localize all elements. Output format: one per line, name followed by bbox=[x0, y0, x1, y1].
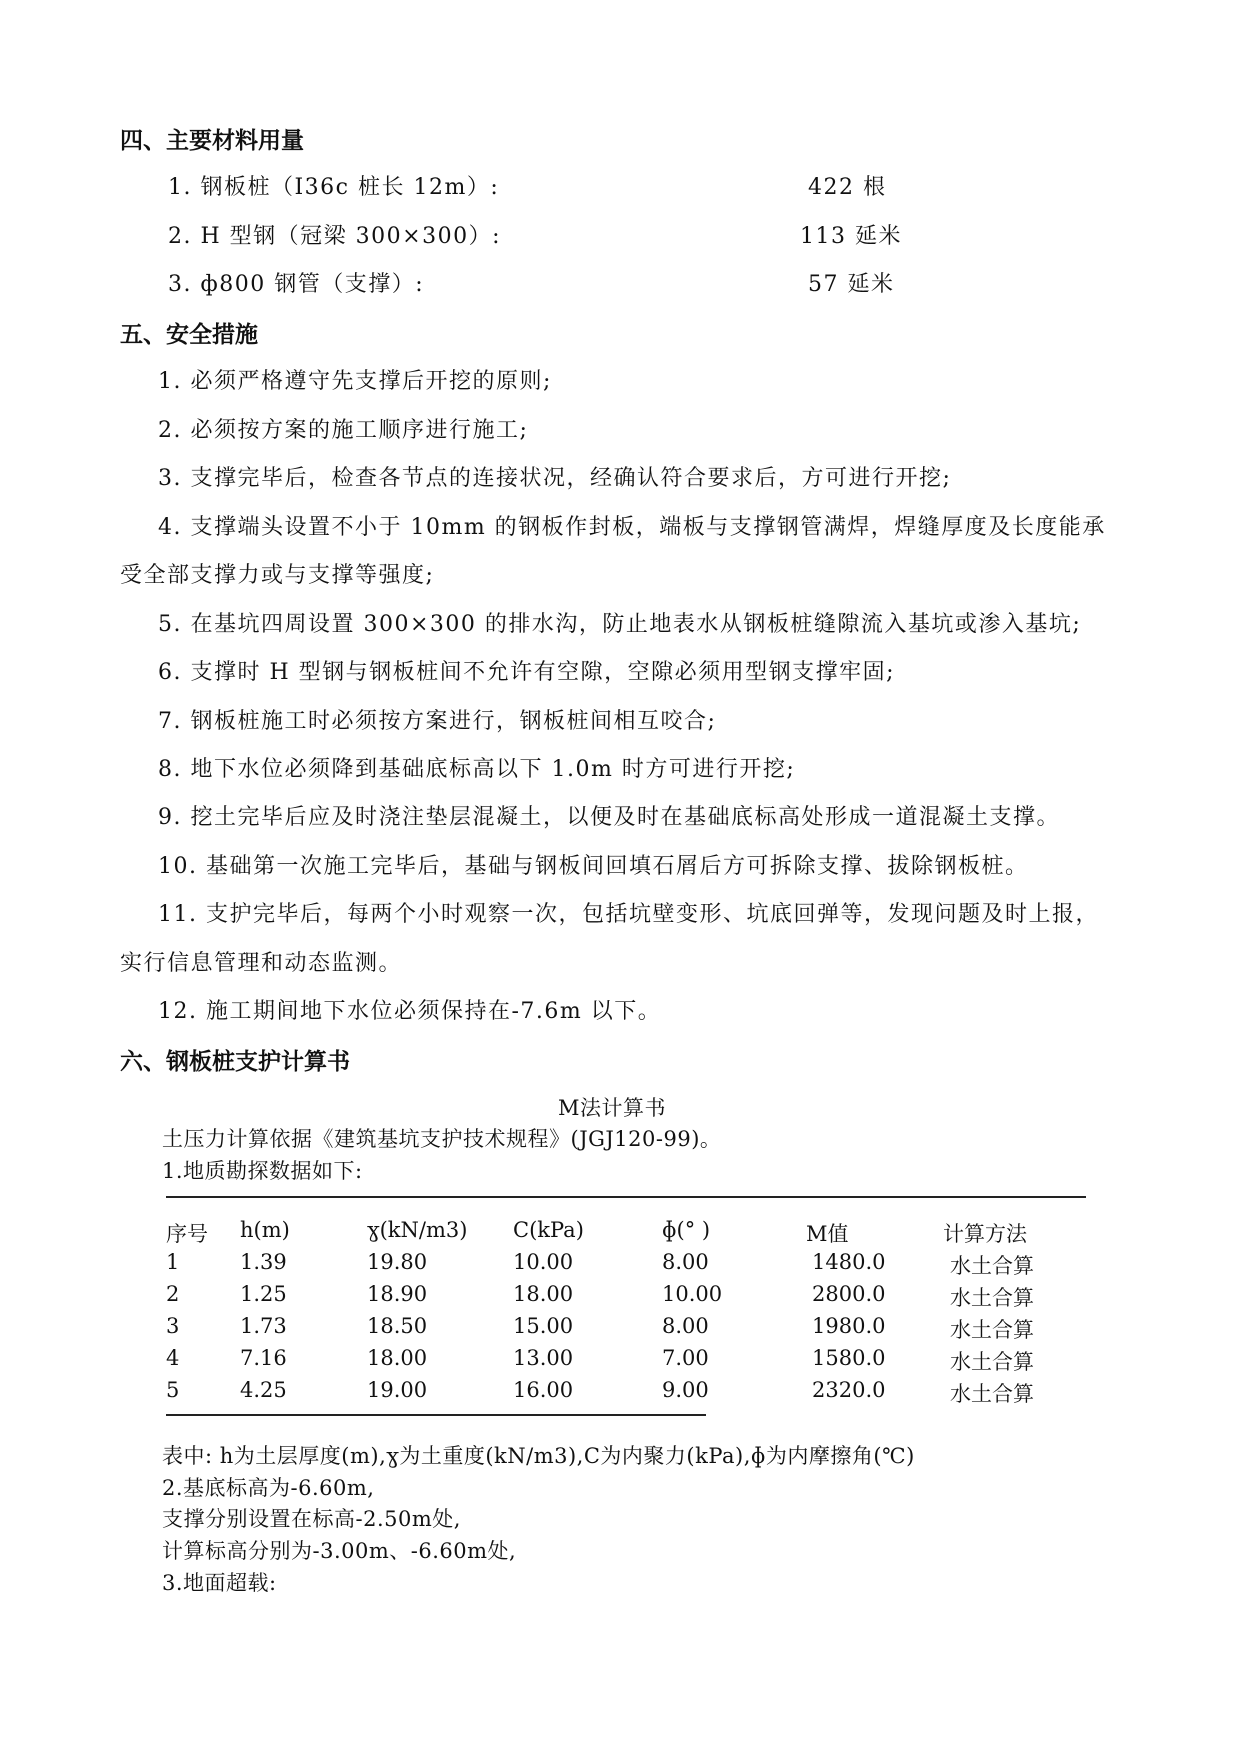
paragraph-line: 4. 支撑端头设置不小于 10mm 的钢板作封板，端板与支撑钢管满焊，焊缝厚度及长度能承 bbox=[158, 515, 1106, 540]
table-top-rule bbox=[166, 1196, 1086, 1198]
section-heading: 五、安全措施 bbox=[120, 322, 258, 348]
table-bottom-rule bbox=[166, 1414, 706, 1416]
table-cell: 7.00 bbox=[662, 1346, 709, 1370]
table-cell: 18.00 bbox=[513, 1282, 574, 1306]
paragraph-line: 1. 必须严格遵守先支撑后开挖的原则; bbox=[158, 369, 552, 394]
table-cell: 4.25 bbox=[240, 1378, 287, 1402]
table-cell: 1980.0 bbox=[812, 1314, 886, 1338]
material-qty: 422 根 bbox=[808, 175, 887, 200]
table-cell: 7.16 bbox=[240, 1346, 287, 1370]
col-header: ɸ(° ) bbox=[662, 1218, 711, 1242]
calc-elevation: 计算标高分别为-3.00m、-6.60m处, bbox=[162, 1539, 517, 1563]
table-cell: 10.00 bbox=[662, 1282, 723, 1306]
table-cell: 水土合算 bbox=[950, 1350, 1034, 1374]
table-cell: 1480.0 bbox=[812, 1250, 886, 1274]
table-cell: 19.80 bbox=[367, 1250, 428, 1274]
paragraph-line: 2. 必须按方案的施工顺序进行施工; bbox=[158, 418, 529, 443]
table-cell: 3 bbox=[166, 1314, 180, 1338]
table-cell: 1580.0 bbox=[812, 1346, 886, 1370]
table-cell: 18.90 bbox=[367, 1282, 428, 1306]
table-cell: 1.25 bbox=[240, 1282, 287, 1306]
paragraph-line: 11. 支护完毕后，每两个小时观察一次，包括坑壁变形、坑底回弹等，发现问题及时上报， bbox=[158, 902, 1099, 927]
calc-title: M法计算书 bbox=[558, 1096, 667, 1120]
material-qty: 57 延米 bbox=[808, 272, 895, 297]
base-elevation: 2.基底标高为-6.60m, bbox=[162, 1476, 375, 1500]
col-header: M值 bbox=[806, 1222, 849, 1246]
table-cell: 2 bbox=[166, 1282, 180, 1306]
table-cell: 2320.0 bbox=[812, 1378, 886, 1402]
material-name: 3. ф800 钢管（支撑）: bbox=[168, 272, 425, 297]
paragraph-line: 实行信息管理和动态监测。 bbox=[120, 951, 403, 976]
paragraph-line: 10. 基础第一次施工完毕后，基础与钢板间回填石屑后方可拆除支撑、拔除钢板桩。 bbox=[158, 854, 1029, 879]
col-header: ɣ(kN/m3) bbox=[367, 1218, 468, 1242]
table-row bbox=[0, 1346, 1241, 1376]
paragraph-line: 7. 钢板桩施工时必须按方案进行，钢板桩间相互咬合; bbox=[158, 709, 717, 734]
calc-basis: 土压力计算依据《建筑基坑支护技术规程》(JGJ120-99)。 bbox=[162, 1127, 722, 1151]
table-cell: 水土合算 bbox=[950, 1318, 1034, 1342]
table-cell: 水土合算 bbox=[950, 1286, 1034, 1310]
table-cell: 1.39 bbox=[240, 1250, 287, 1274]
paragraph-line: 6. 支撑时 H 型钢与钢板桩间不允许有空隙，空隙必须用型钢支撑牢固; bbox=[158, 660, 896, 685]
table-cell: 10.00 bbox=[513, 1250, 574, 1274]
table-cell: 18.00 bbox=[367, 1346, 428, 1370]
table-cell: 1.73 bbox=[240, 1314, 287, 1338]
table-cell: 水土合算 bbox=[950, 1254, 1034, 1278]
table-cell: 13.00 bbox=[513, 1346, 574, 1370]
col-header: C(kPa) bbox=[513, 1218, 584, 1242]
support-elevation: 支撑分别设置在标高-2.50m处, bbox=[162, 1507, 461, 1531]
ground-surcharge: 3.地面超载: bbox=[162, 1571, 277, 1595]
material-qty: 113 延米 bbox=[800, 224, 902, 249]
table-note: 表中: h为土层厚度(m),ɣ为土重度(kN/m3),C为内聚力(kPa),ɸ为内摩擦角(℃) bbox=[162, 1444, 915, 1468]
table-row bbox=[0, 1250, 1241, 1280]
table-cell: 16.00 bbox=[513, 1378, 574, 1402]
paragraph-line: 受全部支撑力或与支撑等强度; bbox=[120, 563, 435, 588]
table-header-row bbox=[0, 1218, 1241, 1248]
table-row bbox=[0, 1378, 1241, 1408]
table-cell: 18.50 bbox=[367, 1314, 428, 1338]
geo-data-title: 1.地质勘探数据如下: bbox=[162, 1159, 363, 1183]
table-cell: 8.00 bbox=[662, 1250, 709, 1274]
table-cell: 4 bbox=[166, 1346, 180, 1370]
material-name: 2. H 型钢（冠梁 300×300）: bbox=[168, 224, 501, 249]
table-cell: 15.00 bbox=[513, 1314, 574, 1338]
table-cell: 水土合算 bbox=[950, 1382, 1034, 1406]
paragraph-line: 8. 地下水位必须降到基础底标高以下 1.0m 时方可进行开挖; bbox=[158, 757, 796, 782]
table-cell: 2800.0 bbox=[812, 1282, 886, 1306]
paragraph-line: 12. 施工期间地下水位必须保持在-7.6m 以下。 bbox=[158, 999, 662, 1024]
paragraph-line: 5. 在基坑四周设置 300×300 的排水沟，防止地表水从钢板桩缝隙流入基坑或渗入基坑; bbox=[158, 612, 1082, 637]
table-cell: 19.00 bbox=[367, 1378, 428, 1402]
section-heading: 四、主要材料用量 bbox=[120, 128, 304, 154]
section-heading: 六、钢板桩支护计算书 bbox=[120, 1049, 350, 1075]
paragraph-line: 3. 支撑完毕后，检查各节点的连接状况，经确认符合要求后，方可进行开挖; bbox=[158, 466, 952, 491]
material-name: 1. 钢板桩（I36c 桩长 12m）: bbox=[168, 175, 500, 200]
table-row bbox=[0, 1314, 1241, 1344]
col-header: 计算方法 bbox=[943, 1222, 1027, 1246]
col-header: 序号 bbox=[166, 1222, 208, 1246]
paragraph-line: 9. 挖土完毕后应及时浇注垫层混凝土，以便及时在基础底标高处形成一道混凝土支撑。 bbox=[158, 805, 1060, 830]
table-cell: 1 bbox=[166, 1250, 180, 1274]
col-header: h(m) bbox=[240, 1218, 290, 1242]
table-cell: 5 bbox=[166, 1378, 180, 1402]
table-cell: 8.00 bbox=[662, 1314, 709, 1338]
table-cell: 9.00 bbox=[662, 1378, 709, 1402]
table-row bbox=[0, 1282, 1241, 1312]
